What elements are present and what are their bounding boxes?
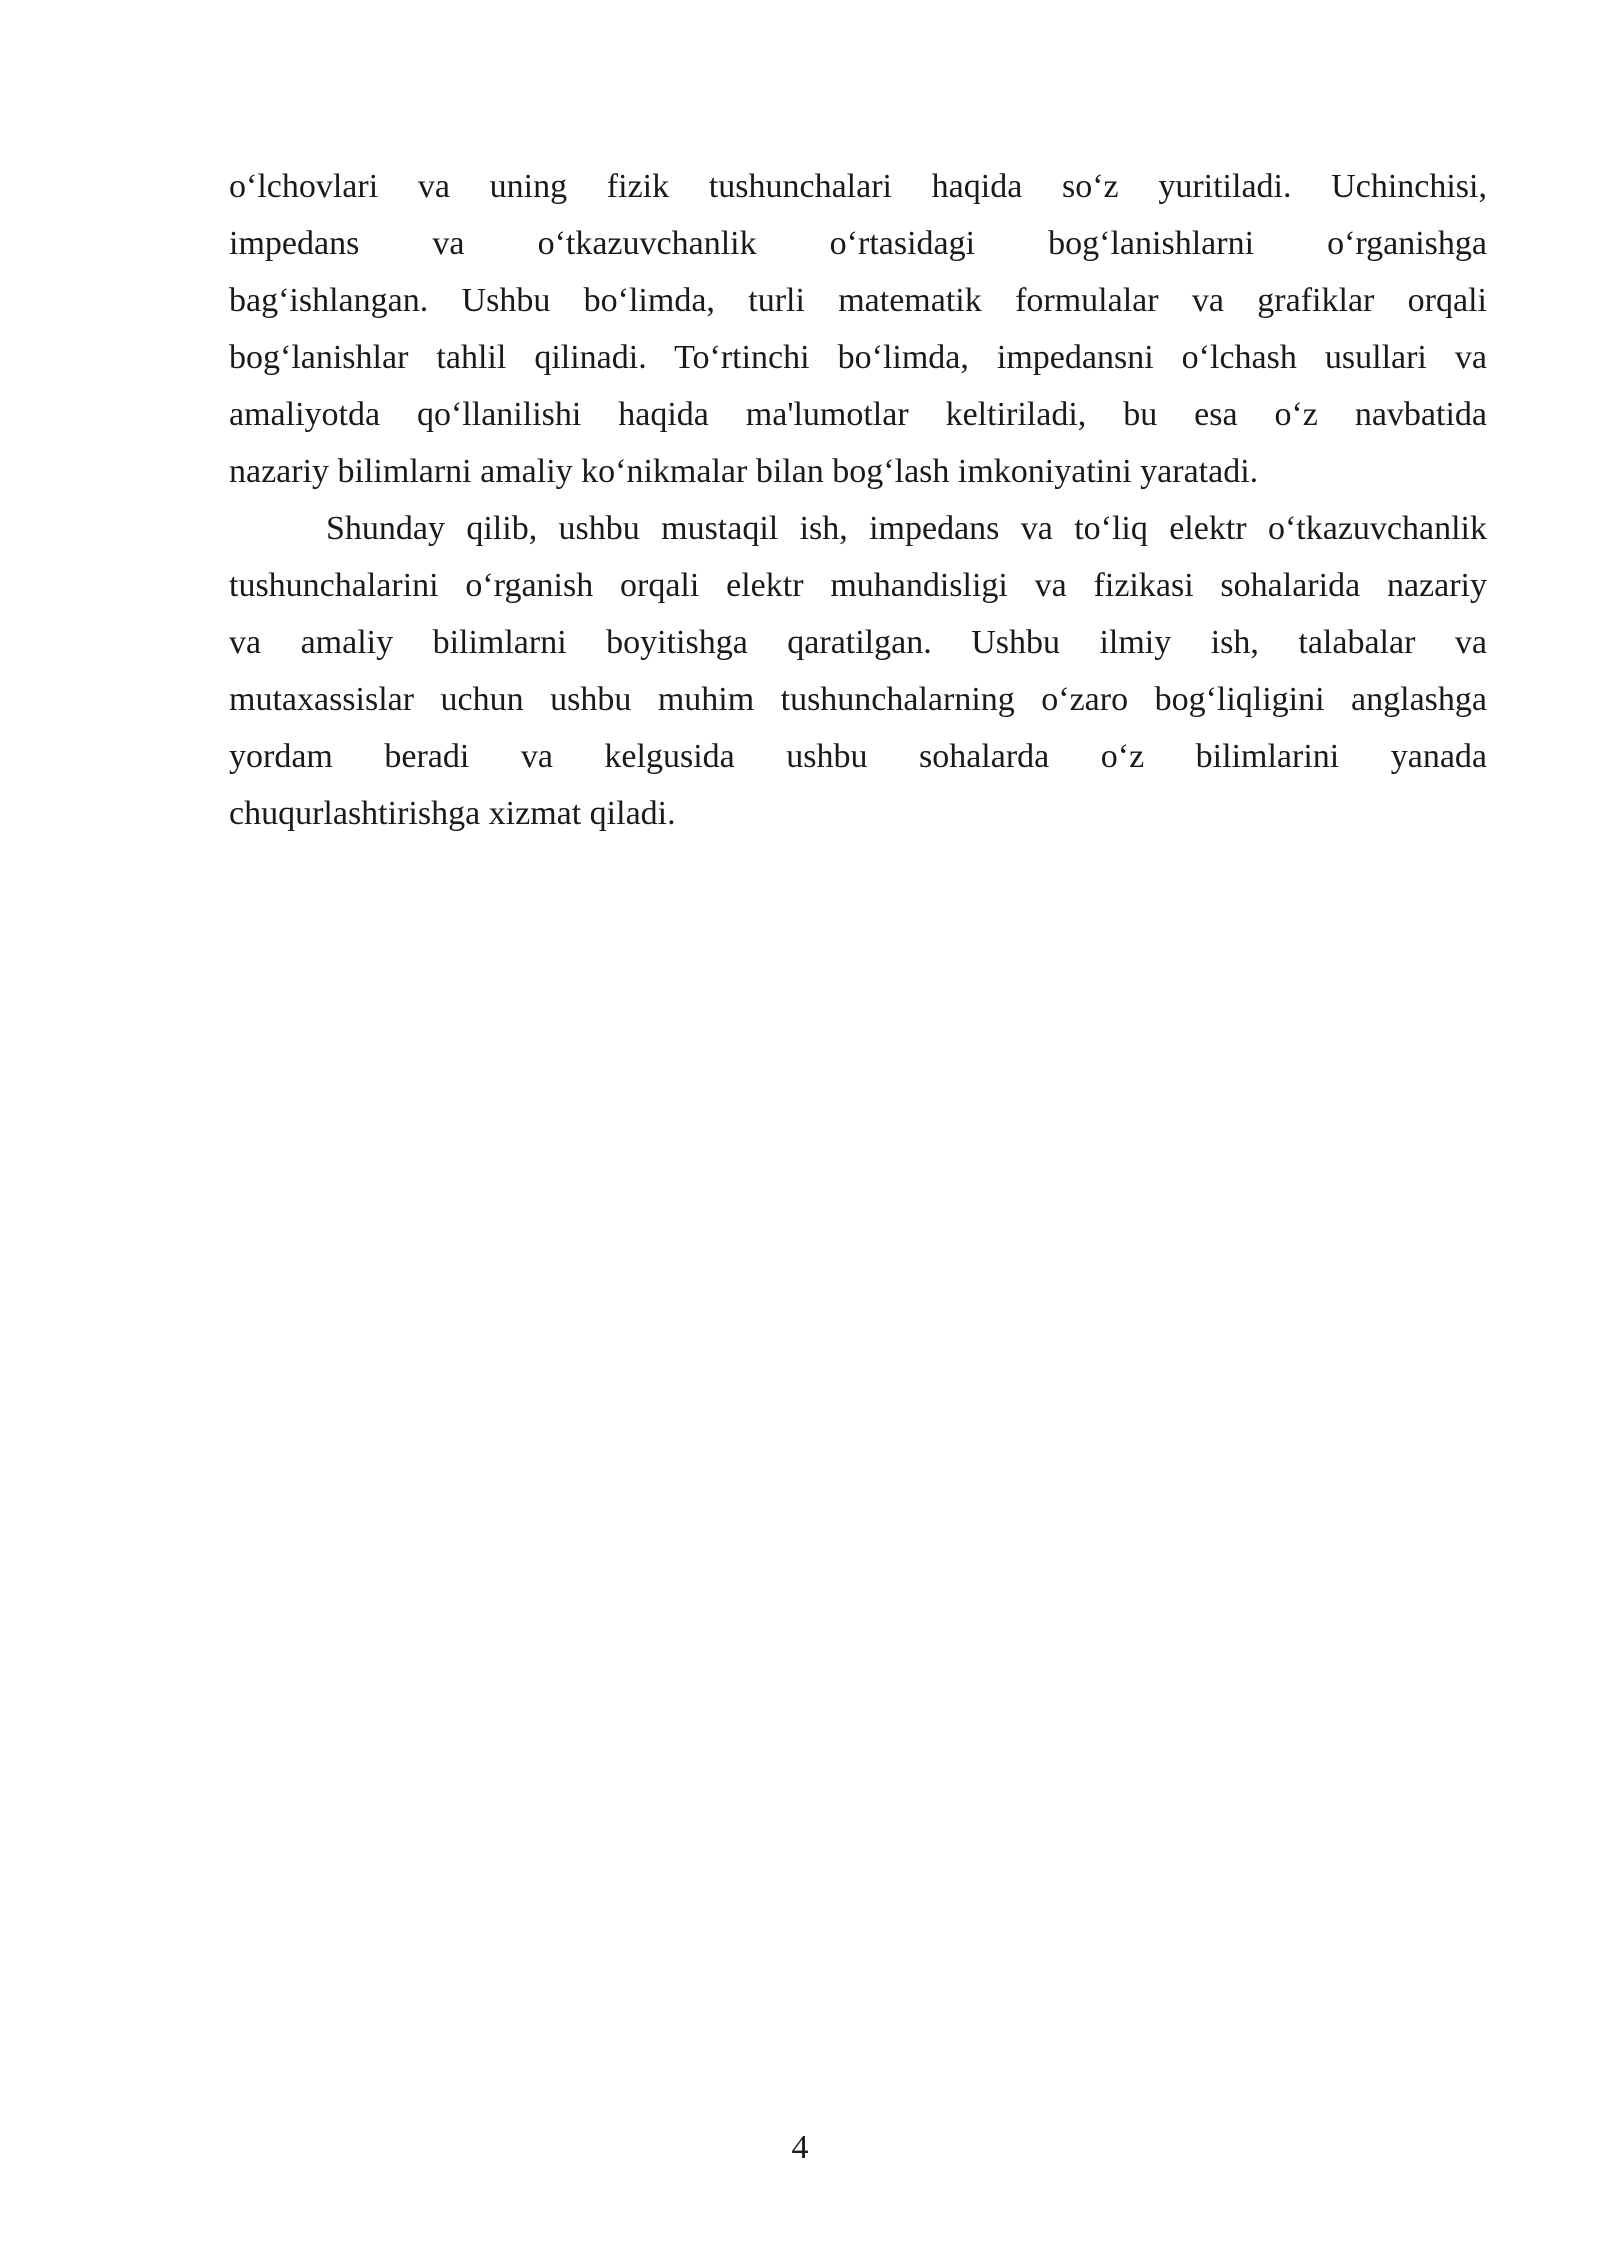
text-line: amaliyotda qo‘llanilishi haqida ma'lumotlar keltiriladi, bu esa o‘z navbatida [229, 396, 1487, 433]
text-line: chuqurlashtirishga xizmat qiladi. [229, 795, 676, 832]
text-line: nazariy bilimlarni amaliy ko‘nikmalar bilan bog‘lash imkoniyatini yaratadi. [229, 453, 1259, 490]
text-line: impedans va o‘tkazuvchanlik o‘rtasidagi bog‘lanishlarni o‘rganishga [229, 225, 1487, 262]
text-line: o‘lchovlari va uning fizik tushunchalari haqida so‘z yuritiladi. Uchinchisi, [229, 168, 1487, 205]
page-number: 4 [791, 2129, 809, 2166]
paragraph-2 [229, 500, 1487, 842]
text-line: yordam beradi va kelgusida ushbu sohalarda o‘z bilimlarini yanada [229, 738, 1487, 775]
text-line: mutaxassislar uchun ushbu muhim tushunchalarning o‘zaro bog‘liqligini anglashga [229, 681, 1487, 718]
text-line: bag‘ishlangan. Ushbu bo‘limda, turli matematik formulalar va grafiklar orqali [229, 282, 1487, 319]
text-line: bog‘lanishlar tahlil qilinadi. To‘rtinchi bo‘limda, impedansni o‘lchash usullari va [229, 339, 1487, 376]
text-line: tushunchalarini o‘rganish orqali elektr muhandisligi va fizikasi sohalarida nazariy [229, 567, 1487, 604]
text-line: Shunday qilib, ushbu mustaqil ish, impedans va to‘liq elektr o‘tkazuvchanlik [326, 510, 1487, 547]
text-line: va amaliy bilimlarni boyitishga qaratilgan. Ushbu ilmiy ish, talabalar va [229, 624, 1487, 661]
paragraph-1 [229, 158, 1487, 500]
body-text [229, 158, 1487, 842]
